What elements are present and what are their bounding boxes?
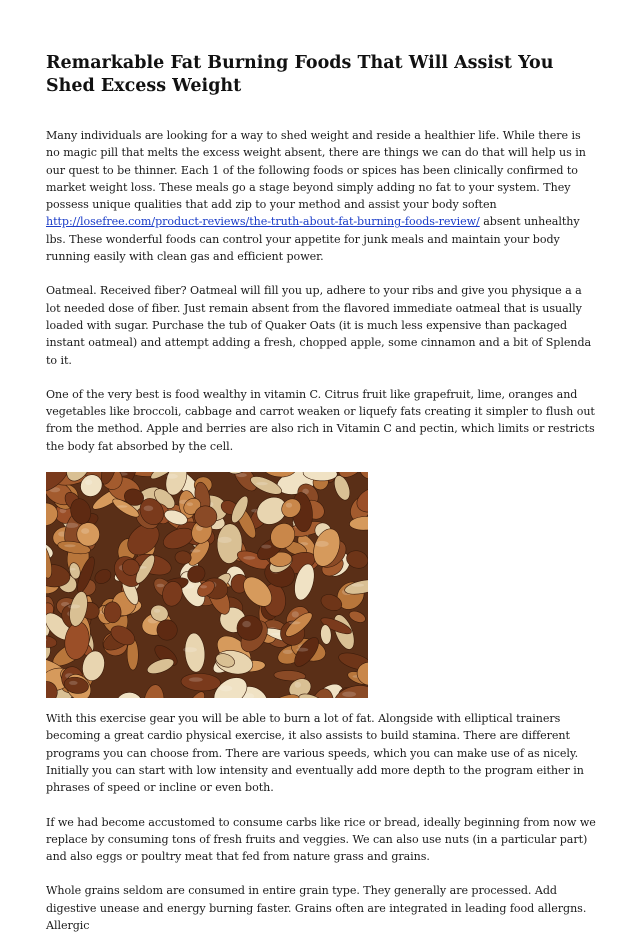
nut-highlight	[65, 523, 79, 528]
paragraph-intro	[46, 127, 596, 265]
paragraph-whole-grains: Whole grains seldom are consumed in entire grain type. They generally are processed. Add digestive unease and energy burning faster. Grains often are integrated in leading food allergns. Allergic	[46, 884, 587, 933]
nut-highlight	[189, 677, 203, 681]
nut-highlight	[144, 506, 154, 512]
nut	[104, 602, 121, 623]
nut-highlight	[315, 541, 329, 547]
nut-highlight	[352, 584, 365, 587]
nut-highlight	[283, 650, 293, 654]
nut-highlight	[220, 685, 233, 691]
nut-highlight	[296, 648, 308, 652]
document-page	[46, 52, 596, 951]
nut-highlight	[187, 502, 193, 506]
nut-highlight	[190, 549, 200, 552]
intro-text-before-link: Many individuals are looking for a way to shed weight and reside a healthier life. While there is no magic pill that melts the excess weight absent, there are things we can do that will help us in our quest to be thinner. Each 1 of the following foods or spices has been clinically confirmed to market weight loss. These meals go a stage beyond simply adding no fat to your system. They possess unique qualities that add zip to your method and assist your body soften	[46, 129, 586, 212]
nut-highlight	[68, 604, 80, 608]
paragraph-carbs: If we had become accustomed to consume carbs like rice or bread, ideally beginning from now we replace by consuming tons of fresh fruits and veggies. We can also use nuts (in a particular part) and also eggs or poultry meat that fed from nature grass and grains.	[46, 815, 596, 864]
nut-highlight	[64, 544, 76, 547]
nut-highlight	[200, 585, 207, 588]
nut-highlight	[85, 479, 92, 485]
nut-highlight	[295, 682, 301, 688]
nut-highlight	[286, 503, 292, 508]
nut-highlight	[261, 545, 271, 549]
paragraph-oatmeal: Oatmeal. Received fiber? Oatmeal will fill you up, adhere to your ribs and give you physique a a lot needed dose of fiber. Just remain absent from the flavored immediate oatmeal that is usually loaded with sugar. Purchase the tub of Quaker Oats (it is much less expensive than packaged instant oatmeal) and attempt adding a fresh, chopped apple, some cinnamon and a bit of Splenda to it.	[46, 284, 592, 367]
nut-highlight	[218, 537, 232, 543]
page-title: Remarkable Fat Burning Foods That Will Assist You Shed Excess Weight	[46, 53, 554, 96]
losefree-review-link[interactable]: http://losefree.com/product-reviews/the-truth-about-fat-burning-foods-review/	[46, 215, 480, 229]
nut-highlight	[243, 556, 255, 560]
paragraph-exercise: With this exercise gear you will be able to burn a lot of fat. Alongside with elliptical trainers becoming a great cardio physical exercise, it also assists to build stamina. There are different programs you can choose from. There are various speeds, which you can make use of as nicely. Initially you can start with low intensity and eventually add more depth to the program either in phrases of speed or incline or even both.	[46, 712, 584, 795]
nut-highlight	[242, 621, 251, 627]
nut-highlight	[154, 609, 160, 613]
intro-text-after-link: absent unhealthy lbs. These wonderful foods can control your appetite for junk meals and maintain your body running easily with clean gas and efficient power.	[46, 215, 580, 264]
paragraph-vitamin-c: One of the very best is food wealthy in vitamin C. Citrus fruit like grapefruit, lime, oranges and vegetables like broccoli, cabbage and carrot weaken or liquefy fats creating it simpler to flush out from the method. Apple and berries are also rich in Vitamin C and pectin, which limits or restricts the body fat absorbed by the cell.	[46, 387, 595, 453]
nut-highlight	[70, 568, 76, 571]
nut	[77, 522, 100, 546]
nut-highlight	[167, 474, 178, 479]
mixed-nuts-photo	[46, 472, 368, 698]
nut-highlight	[292, 611, 299, 617]
nut-highlight	[183, 647, 197, 652]
nut-highlight	[256, 482, 268, 485]
nut-highlight	[117, 505, 128, 508]
nut-highlight	[289, 621, 301, 624]
nut-highlight	[157, 584, 165, 588]
nut-highlight	[69, 681, 78, 685]
nut-highlight	[81, 528, 89, 534]
nut-highlight	[342, 692, 356, 697]
